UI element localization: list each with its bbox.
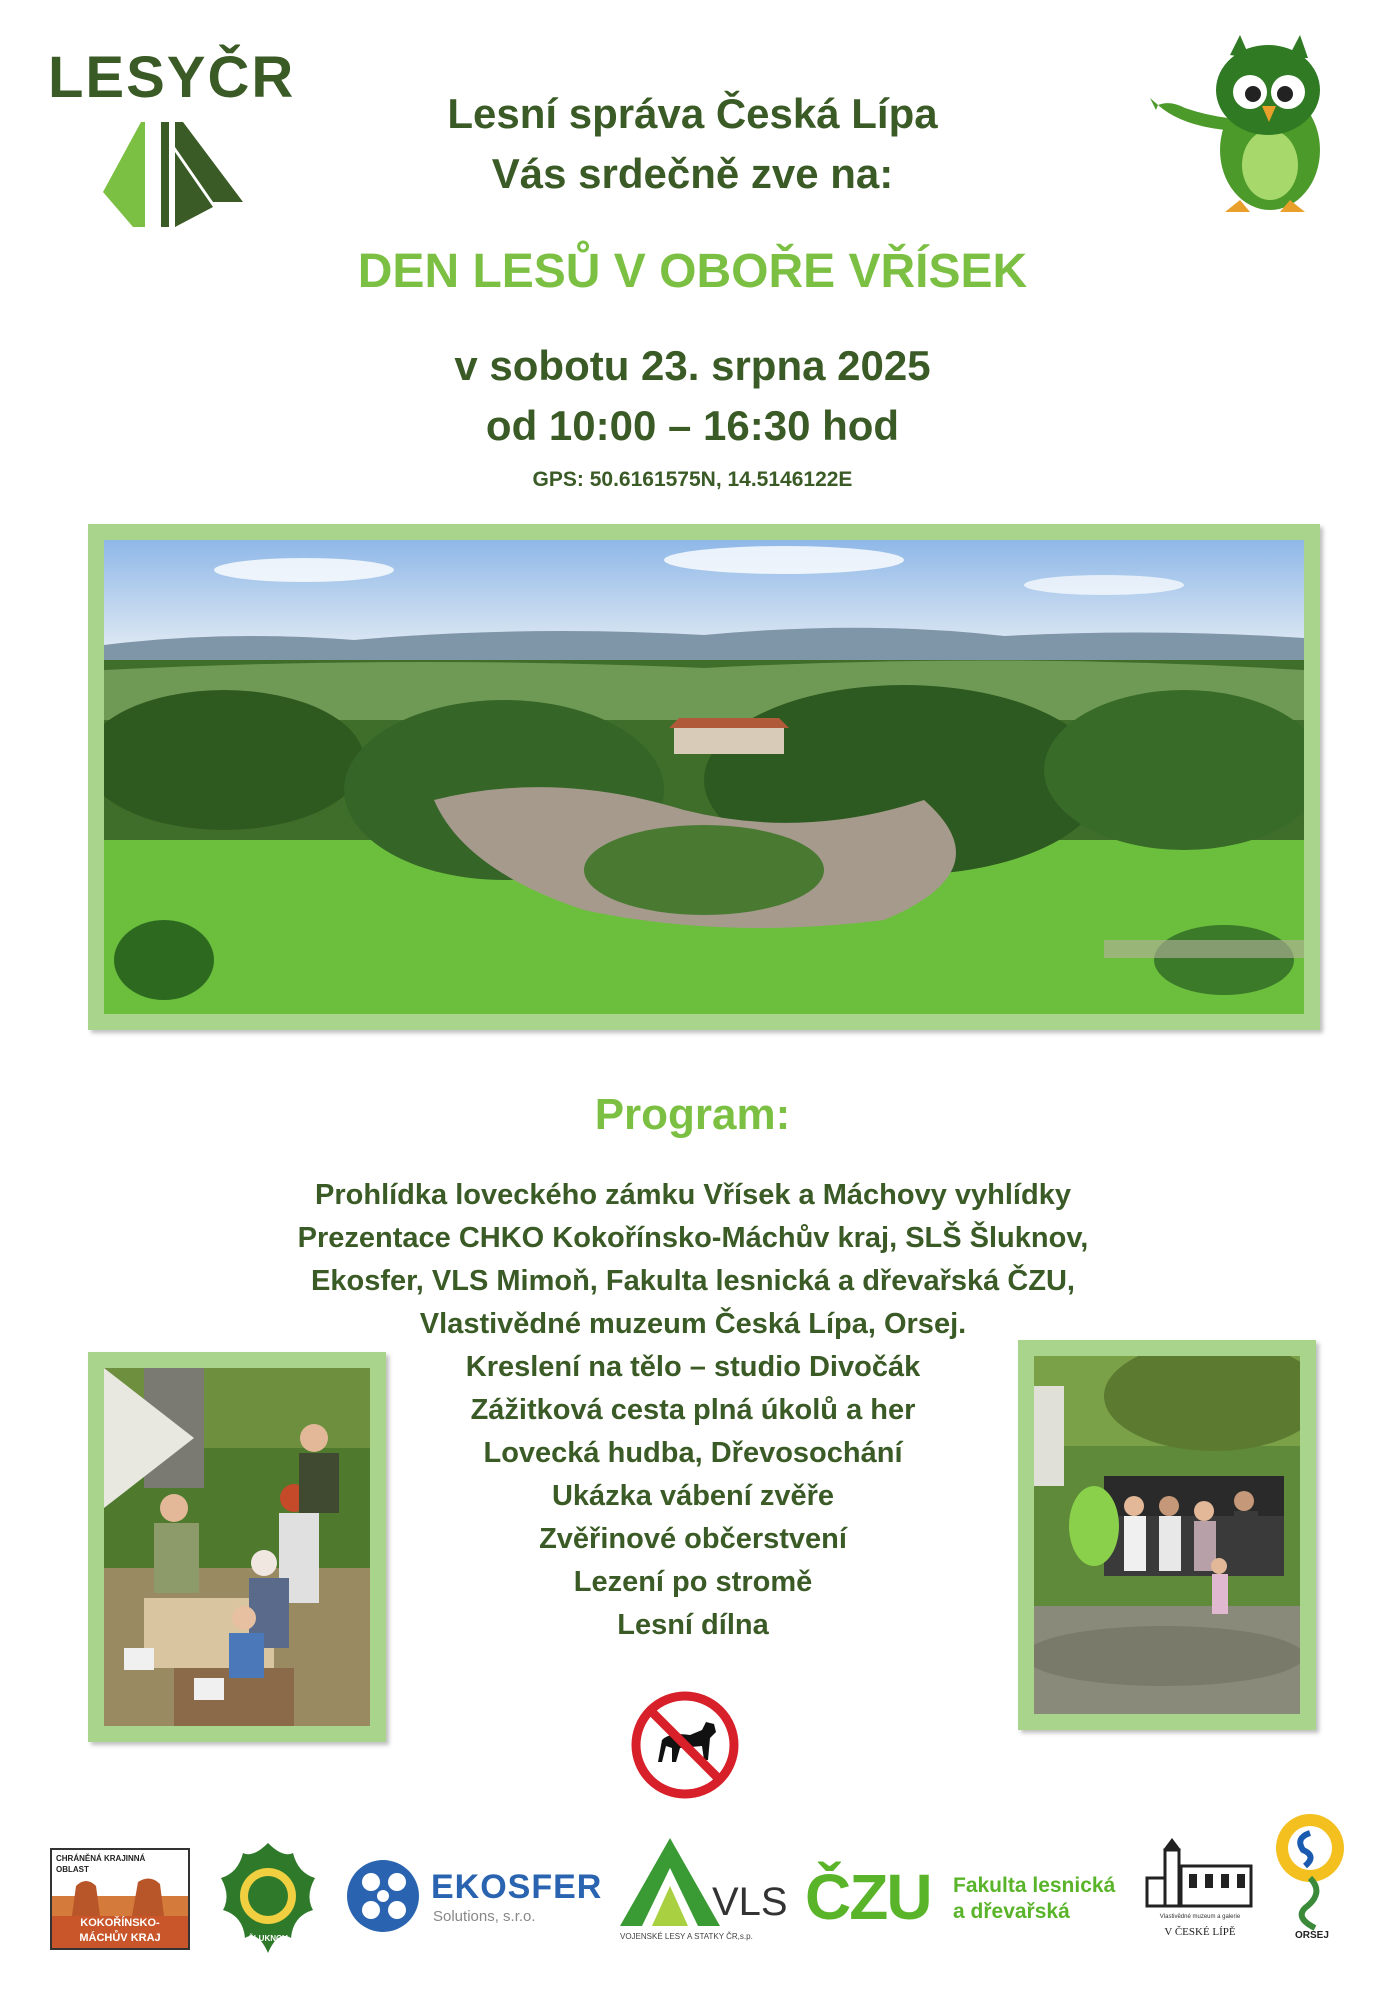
landscape-photo-frame (88, 524, 1320, 1030)
left-photo (104, 1368, 370, 1726)
kokorinsko-name1: KOKOŘÍNSKO- (80, 1917, 160, 1929)
list-item: Ekosfer, VLS Mimoň, Fakulta lesnická a dřevařská ČZU, (311, 1265, 1075, 1297)
landscape-image (104, 540, 1304, 1014)
list-item: Lovecká hudba, Dřevosochání (483, 1437, 903, 1469)
list-item: Ukázka vábení zvěře (551, 1480, 835, 1512)
muzeum-small-text: Vlastivědné muzeum a galerie (1159, 1914, 1241, 1920)
event-title: DEN LESŮ V OBOŘE VŘÍSEK (357, 245, 1028, 298)
kokorinsko-rock-icon (52, 1876, 188, 1916)
sponsor-sluknov (213, 1838, 323, 1958)
event-date: v sobotu 23. srpna 2025 (454, 342, 931, 389)
czu-name: ČZU (805, 1861, 931, 1933)
list-item: Zážitková cesta plná úkolů a her (470, 1394, 916, 1426)
kokorinsko-name2: MÁCHŮV KRAJ (79, 1932, 161, 1944)
activity-photo-right (1034, 1356, 1300, 1714)
list-item: Prohlídka loveckého zámku Vřísek a Máchovy vyhlídky (315, 1179, 1071, 1211)
muzeum-building-icon (1145, 1838, 1255, 1910)
sponsor-czu (805, 1860, 1135, 1940)
list-item: Vlastivědné muzeum Česká Lípa, Orsej. (419, 1308, 967, 1340)
sluknov-name: ŠLUKNOV (248, 1934, 288, 1943)
list-item: Lesní dílna (617, 1609, 769, 1641)
right-photo (1034, 1356, 1300, 1714)
left-photo-frame (88, 1352, 386, 1742)
program-heading: Program: (594, 1090, 791, 1139)
kokorinsko-top-text2: OBLAST (56, 1865, 89, 1874)
ekosfer-icon (345, 1858, 421, 1934)
vls-name: VLS (712, 1880, 788, 1924)
orsej-flower-icon (1265, 1808, 1355, 1933)
invite-line: Vás srdečně zve na: (491, 150, 894, 197)
no-dogs-icon (630, 1690, 740, 1800)
landscape-photo (104, 540, 1304, 1014)
kokorinsko-top-text: CHRÁNĚNÁ KRAJINNÁ (56, 1854, 146, 1863)
list-item: Zvěřinové občerstvení (539, 1523, 847, 1555)
list-item: Lezení po stromě (573, 1566, 813, 1598)
list-item: Prezentace CHKO Kokořínsko-Máchův kraj, SLŠ Šluknov, (297, 1222, 1089, 1254)
muzeum-name: V ČESKÉ LÍPĚ (1164, 1926, 1236, 1938)
no-dogs-sign (630, 1690, 740, 1800)
sponsor-vls (620, 1838, 790, 1948)
sponsor-kokorinsko (50, 1848, 190, 1950)
activity-photo-left (104, 1368, 370, 1726)
program-list (260, 1174, 1126, 1647)
ekosfer-name: EKOSFER (431, 1868, 603, 1906)
event-time: od 10:00 – 16:30 hod (485, 402, 900, 449)
sponsor-ekosfer (345, 1864, 605, 1934)
ekosfer-sub: Solutions, s.r.o. (433, 1908, 536, 1925)
sponsor-muzeum (1140, 1838, 1260, 1948)
gps-coordinates: GPS: 50.6161575N, 14.5146122E (532, 468, 853, 491)
fakulta-line1: Fakulta lesnická (953, 1874, 1116, 1897)
organizer-line: Lesní správa Česká Lípa (447, 90, 938, 137)
vls-sub: VOJENSKÉ LESY A STATKY ČR,s.p. (620, 1932, 753, 1941)
lesy-cr-logo-text: LESYČR (48, 45, 296, 110)
list-item: Kreslení na tělo – studio Divočák (465, 1351, 921, 1383)
sponsor-orsej (1265, 1808, 1360, 1948)
fakulta-line2: a dřevařská (953, 1900, 1070, 1923)
right-photo-frame (1018, 1340, 1316, 1730)
orsej-name: ORSEJ (1295, 1930, 1329, 1941)
